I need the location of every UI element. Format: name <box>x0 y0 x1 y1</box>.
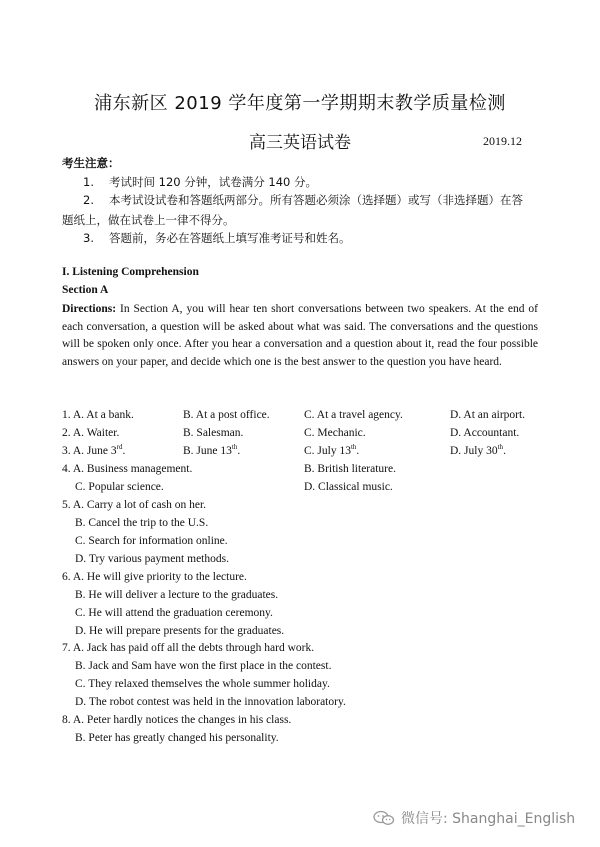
q8-option-a: 8. A. Peter hardly notices the changes in his class. <box>62 714 292 726</box>
q3-option-a: 3. A. June 3rd. <box>62 443 126 457</box>
q3-option-c-text: C. July 13 <box>304 445 351 457</box>
q2-option-b: B. Salesman. <box>183 427 244 439</box>
q4-option-d: D. Classical music. <box>304 481 393 493</box>
watermark-text: 微信号: Shanghai_English <box>401 811 576 827</box>
exam-date: 2019.12 <box>483 134 522 148</box>
notice-item-2-num: 2. <box>83 193 94 207</box>
wechat-icon <box>373 810 395 826</box>
q7-option-c: C. They relaxed themselves the whole summer holiday. <box>75 678 330 690</box>
notice-item-1-num: 1. <box>83 175 94 189</box>
q2-option-c: C. Mechanic. <box>304 427 366 439</box>
notice-item-3-num: 3. <box>83 231 94 245</box>
q4-option-a: 4. A. Business management. <box>62 463 193 475</box>
q1-option-b: B. At a post office. <box>183 409 270 421</box>
q5-option-c: C. Search for information online. <box>75 535 228 547</box>
notice-item-2-cont: 题纸上，做在试卷上一律不得分。 <box>62 213 235 227</box>
q3-option-b-text: B. June 13 <box>183 445 232 457</box>
directions-text: In Section A, you will hear ten short conversations between two speakers. At the end of each conversation, a question will be asked about what was said. The conversations and the questions will be spoken only once. After you hear a conversation and a question about it, read the four possible answers on your paper, and decide which one is the best answer to the question you have heard. <box>62 303 538 368</box>
q6-option-b: B. He will deliver a lecture to the graduates. <box>75 589 279 601</box>
q6-option-d: D. He will prepare presents for the graduates. <box>75 625 285 637</box>
q6-option-c: C. He will attend the graduation ceremony. <box>75 607 273 619</box>
q6-option-a: 6. A. He will give priority to the lecture. <box>62 571 247 583</box>
notice-item-2-text: 本考试设试卷和答题纸两部分。所有答题必须涂（选择题）或写（非选择题）在答 <box>109 193 523 207</box>
q2-option-d: D. Accountant. <box>450 427 520 439</box>
q7-option-b: B. Jack and Sam have won the first place in the contest. <box>75 660 332 672</box>
q1-option-c: C. At a travel agency. <box>304 409 403 421</box>
exam-subtitle: 高三英语试卷 <box>249 133 351 153</box>
q4-option-c: C. Popular science. <box>75 481 164 493</box>
notice-heading: 考生注意： <box>62 156 120 170</box>
notice-item-1-text: 考试时间 120 分钟，试卷满分 140 分。 <box>109 175 318 189</box>
q1-option-d: D. At an airport. <box>450 409 526 421</box>
q3-option-d-sup: th <box>497 443 504 452</box>
q8-option-b: B. Peter has greatly changed his personality. <box>75 732 279 744</box>
part-heading: I. Listening Comprehension <box>62 266 199 278</box>
q5-option-d: D. Try various payment methods. <box>75 553 229 565</box>
q7-option-a: 7. A. Jack has paid off all the debts through hard work. <box>62 642 315 654</box>
exam-title: 浦东新区 2019 学年度第一学期期末教学质量检测 <box>94 93 506 114</box>
q3-option-d-text: D. July 30 <box>450 445 498 457</box>
q3-option-c: C. July 13th. <box>304 443 360 457</box>
q3-option-b: B. June 13th. <box>183 443 241 457</box>
section-heading: Section A <box>62 284 109 296</box>
notice-item-3-text: 答题前，务必在答题纸上填写准考证号和姓名。 <box>109 231 351 245</box>
q3-option-a-text: 3. A. June 3 <box>62 445 117 457</box>
q3-option-c-sup: th <box>350 443 357 452</box>
q3-option-d: D. July 30th. <box>450 443 506 457</box>
notice-item-1 <box>83 173 543 191</box>
q3-option-a-sup: rd <box>116 443 123 452</box>
q7-option-d: D. The robot contest was held in the innovation laboratory. <box>75 696 346 708</box>
notice-item-3 <box>83 229 543 247</box>
notice-item-2 <box>83 191 543 209</box>
q5-option-b: B. Cancel the trip to the U.S. <box>75 517 209 529</box>
q4-option-b: B. British literature. <box>304 463 396 475</box>
directions-label: Directions: <box>62 303 117 315</box>
q2-option-a: 2. A. Waiter. <box>62 427 120 439</box>
directions <box>62 301 538 371</box>
q1-option-a: 1. A. At a bank. <box>62 409 134 421</box>
wechat-watermark <box>373 808 575 828</box>
q3-option-b-sup: th <box>231 443 238 452</box>
q5-option-a: 5. A. Carry a lot of cash on her. <box>62 499 207 511</box>
